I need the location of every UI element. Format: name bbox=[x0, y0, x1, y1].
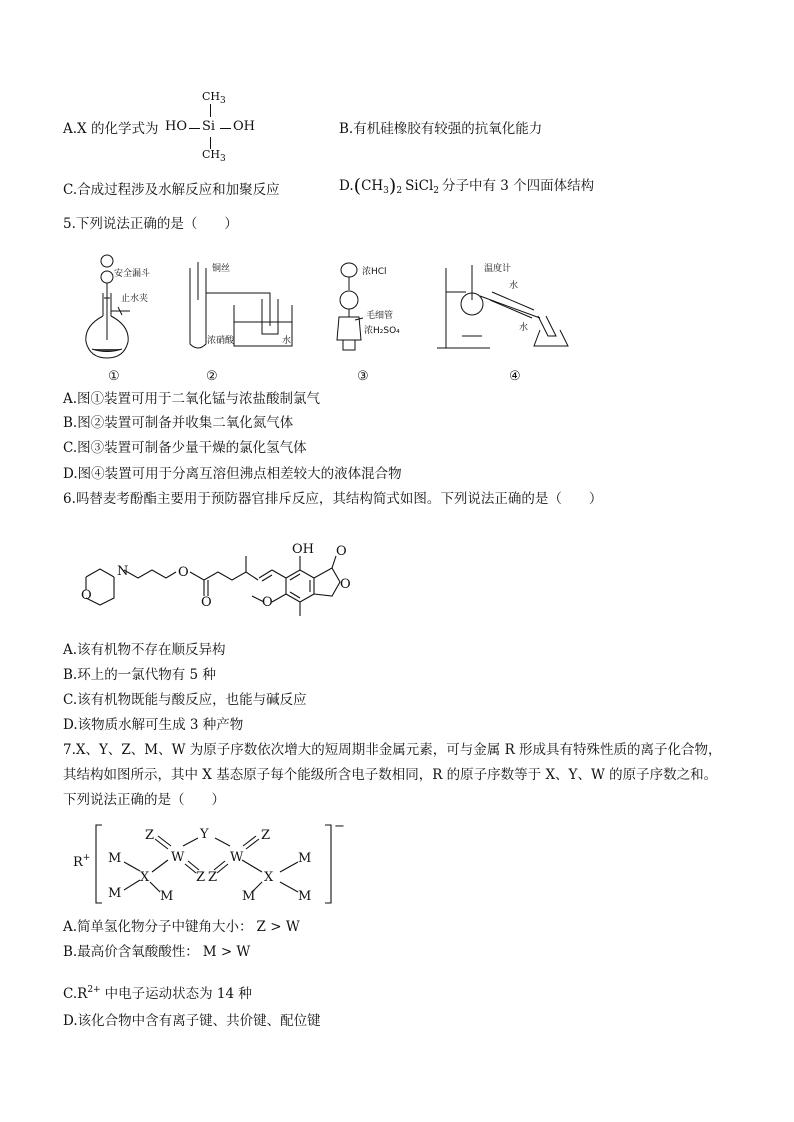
q4-option-b: B.有机硅橡胶有较强的抗氧化能力 bbox=[339, 121, 543, 137]
apparatus-number-1: ① bbox=[108, 369, 120, 384]
q5-option-a: A.图①装置可用于二氧化锰与浓盐酸制氯气 bbox=[63, 391, 321, 407]
atom-m-6: M bbox=[242, 889, 256, 904]
q4-option-d-ch: CH bbox=[361, 178, 384, 194]
label-water-2: 水 bbox=[282, 336, 292, 346]
atom-m-5: M bbox=[298, 889, 312, 904]
struct-label-o-methoxy: O bbox=[262, 595, 273, 610]
struct-label-o-lactone: O bbox=[340, 577, 351, 592]
atom-w-2: W bbox=[230, 850, 244, 865]
formula-center: Si bbox=[202, 119, 216, 134]
q5-stem: 5.下列说法正确的是（ ） bbox=[63, 216, 238, 232]
atom-m-3: M bbox=[160, 889, 174, 904]
atom-z-3: Z bbox=[196, 870, 206, 885]
label-thermometer: 温度计 bbox=[484, 264, 512, 274]
q5-option-d: D.图④装置可用于分离互溶但沸点相差较大的液体混合物 bbox=[63, 466, 402, 482]
q7-option-c-ion: R bbox=[77, 986, 88, 1002]
q4-option-d-sicl: SiCl bbox=[405, 178, 434, 194]
q6-option-c: C.该有机物既能与酸反应，也能与碱反应 bbox=[63, 692, 307, 708]
apparatus-number-2: ② bbox=[206, 369, 218, 384]
label-conc-h2so4: 浓H₂SO₄ bbox=[364, 326, 400, 336]
atom-z-2: Z bbox=[261, 828, 271, 843]
q6-stem: 6.吗替麦考酚酯主要用于预防器官排斥反应，其结构简式如图。下列说法正确的是（ ） bbox=[63, 491, 603, 507]
label-stop-clamp: 止水夹 bbox=[121, 294, 149, 304]
q7-cation-charge: + bbox=[82, 853, 91, 863]
struct-label-o-lactone-c: O bbox=[336, 544, 347, 559]
q6-option-b: B.环上的一氯代物有 5 种 bbox=[63, 667, 216, 683]
q4-option-a-text: A.X 的化学式为 bbox=[63, 121, 159, 137]
q7-stem-line3: 下列说法正确的是（ ） bbox=[63, 792, 225, 808]
label-water-out: 水 bbox=[519, 323, 529, 333]
q7-option-a bbox=[63, 918, 300, 936]
q7-cation bbox=[73, 853, 90, 870]
struct-label-o-ring: O bbox=[81, 588, 92, 603]
label-capillary: 毛细管 bbox=[366, 311, 394, 321]
atom-m-2: M bbox=[108, 886, 122, 901]
q4-option-d-suffix: 分子中有 3 个四面体结构 bbox=[442, 178, 595, 194]
apparatus-number-3: ③ bbox=[357, 369, 369, 384]
q7-option-c-suffix: 中电子运动状态为 14 种 bbox=[104, 986, 252, 1002]
q4-option-d-ch-sub: 3 bbox=[383, 186, 389, 196]
atom-z-1: Z bbox=[145, 828, 155, 843]
q7-option-b-text: B.最高价含氧酸酸性： bbox=[63, 944, 199, 960]
atom-w-1: W bbox=[171, 850, 185, 865]
struct-label-n: N bbox=[117, 564, 129, 579]
struct-label-o-ester: O bbox=[178, 565, 189, 580]
q4-option-c: C.合成过程涉及水解反应和加聚反应 bbox=[63, 182, 280, 198]
formula-left: HO bbox=[165, 119, 187, 134]
q7-option-c-charge: 2+ bbox=[87, 985, 101, 995]
q7-option-b-math: M > W bbox=[202, 944, 251, 960]
formula-right: OH bbox=[233, 119, 255, 134]
q7-option-a-math: Z > W bbox=[256, 919, 300, 935]
q7-stem-line2: 其结构如图所示，其中 X 基态原子每个能级所含电子数相同，R 的原子序数等于 X、Y、W 的原子序数之和。 bbox=[63, 767, 718, 783]
atom-z-4: Z bbox=[208, 870, 218, 885]
label-copper-wire: 铜丝 bbox=[212, 264, 231, 274]
q7-anion-charge: − bbox=[334, 819, 345, 834]
q7-stem-line1: 7.X、Y、Z、M、W 为原子序数依次增大的短周期非金属元素，可与金属 R 形成具有特殊性质的离子化合物， bbox=[63, 742, 722, 758]
q5-option-b: B.图②装置可制备并收集二氧化氮气体 bbox=[63, 415, 294, 431]
q7-option-c bbox=[63, 981, 252, 1003]
q7-option-d: D.该化合物中含有离子键、共价键、配位键 bbox=[63, 1013, 321, 1029]
atom-y: Y bbox=[200, 827, 209, 842]
q7-option-a-text: A.简单氢化物分子中键角大小： bbox=[63, 919, 253, 935]
q7-option-b bbox=[63, 943, 250, 961]
label-conc-nitric: 浓硝酸 bbox=[207, 336, 235, 346]
q4-option-d-outer-sub: 2 bbox=[396, 186, 403, 196]
formula-top-sub: 3 bbox=[220, 96, 226, 106]
q7-cation-symbol: R bbox=[73, 855, 83, 870]
formula-top: CH bbox=[202, 90, 221, 103]
formula-bottom-sub: 3 bbox=[220, 154, 226, 164]
q6-option-a: A.该有机物不存在顺反异构 bbox=[63, 642, 226, 658]
struct-label-oh: OH bbox=[292, 542, 314, 557]
atom-m-4: M bbox=[298, 851, 312, 866]
q5-option-c: C.图③装置可制备少量干燥的氯化氢气体 bbox=[63, 440, 307, 456]
atom-x-2: X bbox=[264, 870, 274, 885]
struct-label-o-carbonyl: O bbox=[201, 595, 212, 610]
q4-option-d: $D.(CH_3)_2$ SiCl$_2$ 分子中有 3 个四面体结构 bbox=[339, 175, 595, 197]
atom-m-1: M bbox=[108, 851, 122, 866]
apparatus-number-4: ④ bbox=[509, 369, 521, 384]
formula-bottom: CH bbox=[202, 148, 221, 161]
q4-option-d-sicl-sub: 2 bbox=[433, 186, 440, 196]
label-water-in: 水 bbox=[509, 281, 519, 291]
q7-option-c-prefix: C. bbox=[63, 986, 78, 1002]
label-conc-hcl: 浓HCl bbox=[362, 267, 387, 277]
atom-x-1: X bbox=[140, 870, 150, 885]
q4-option-d-prefix: D. bbox=[339, 178, 354, 194]
label-safety-funnel: 安全漏斗 bbox=[114, 269, 151, 279]
q6-option-d: D.该物质水解可生成 3 种产物 bbox=[63, 717, 244, 733]
